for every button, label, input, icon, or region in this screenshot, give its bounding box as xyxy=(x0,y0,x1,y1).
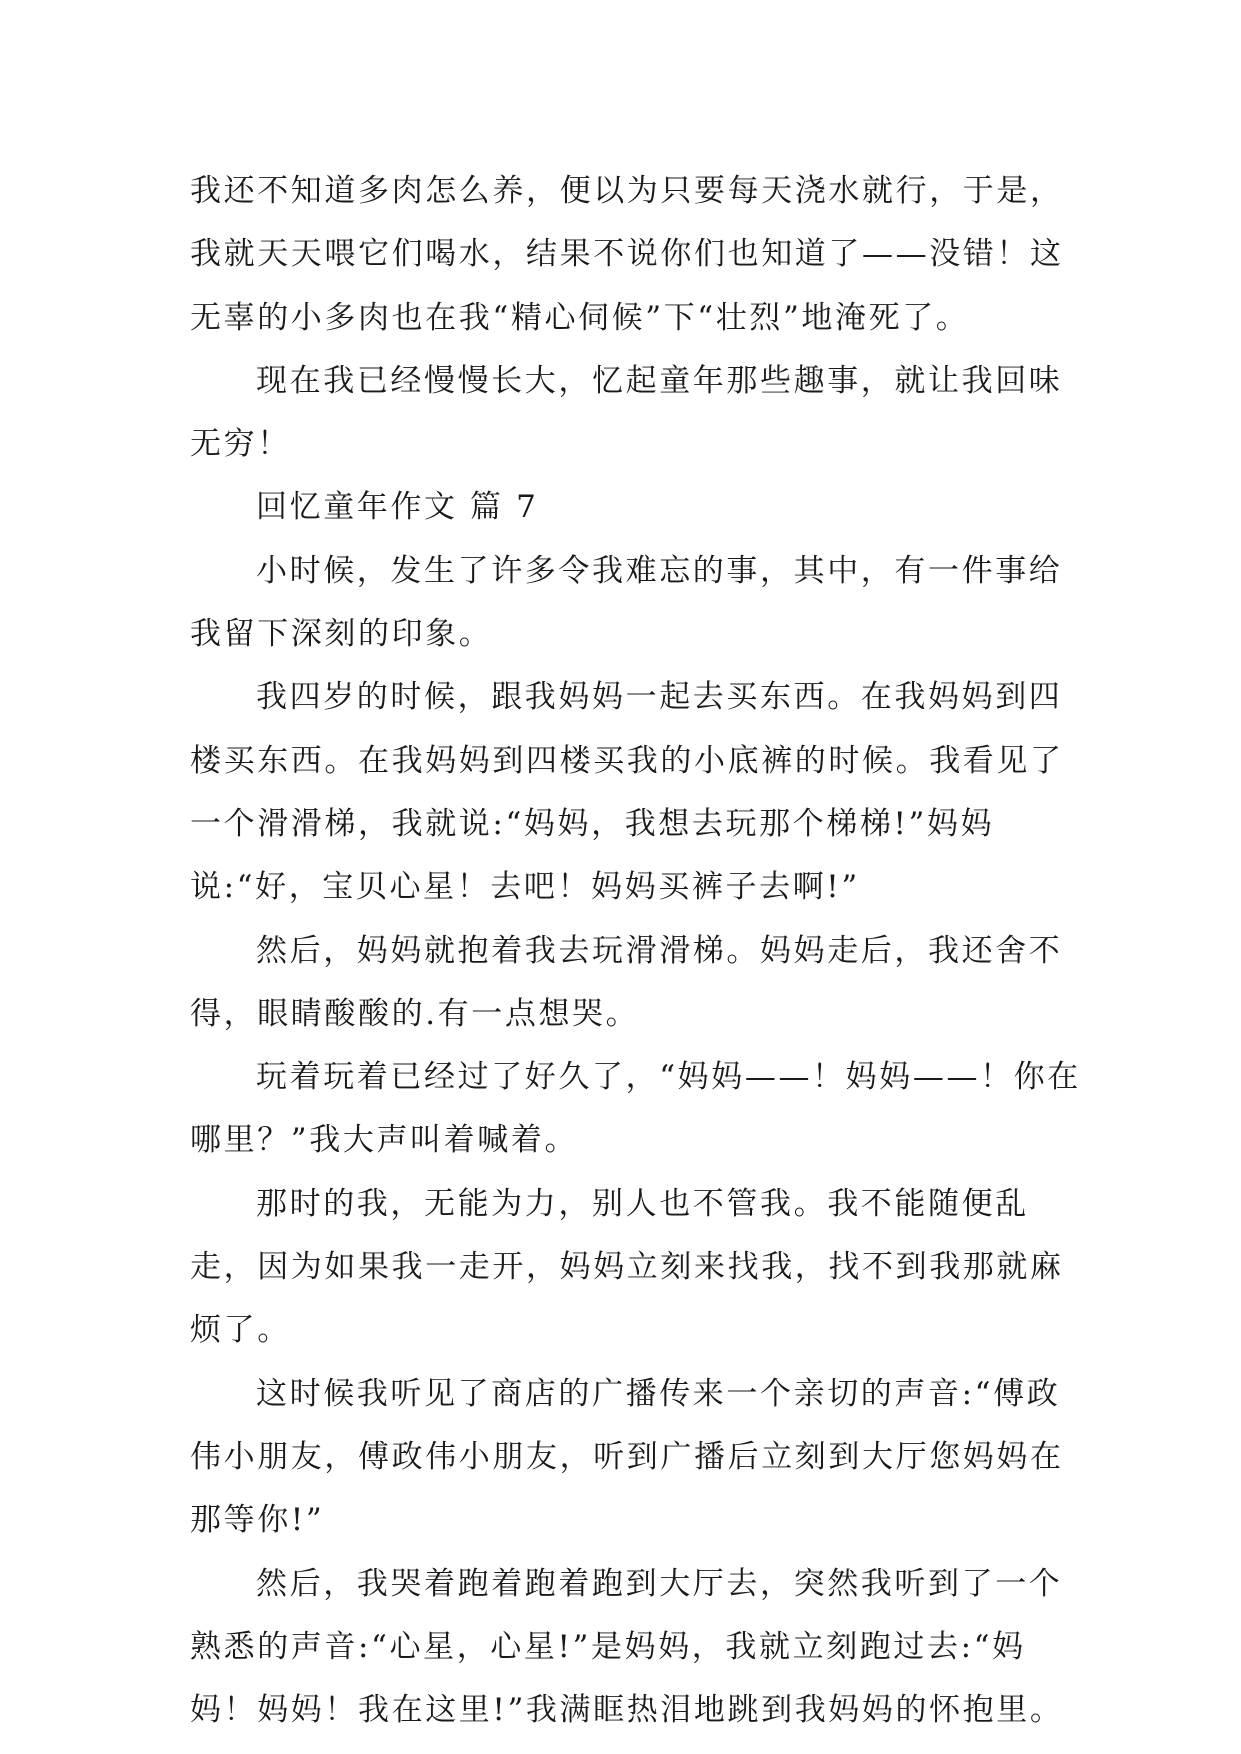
paragraph-8: 这时候我听见了商店的广播传来一个亲切的声音:“傅政伟小朋友，傅政伟小朋友，听到广播后立刻到大厅您妈妈在那等你!” xyxy=(190,1375,1064,1539)
paragraph-6: 玩着玩着已经过了好久了，“妈妈——！妈妈——！你在哪里？”我大声叫着喊着。 xyxy=(190,1059,1081,1159)
paragraph-2: 现在我已经慢慢长大，忆起童年那些趣事，就让我回味无穷！ xyxy=(190,362,1063,463)
document-body xyxy=(190,160,1090,1742)
paragraph-1: 我还不知道多肉怎么养，便以为只要每天浇水就行，于是，我就天天喂它们喝水，结果不说你们也知道了——没错！这无辜的小多肉也在我“精心伺候”下“壮烈”地淹死了。 xyxy=(190,173,1064,336)
paragraph-7: 那时的我，无能为力，别人也不管我。我不能随便乱走，因为如果我一走开，妈妈立刻来找我，找不到我那就麻烦了。 xyxy=(190,1185,1064,1349)
paragraph-3: 小时候，发生了许多令我难忘的事，其中，有一件事给我留下深刻的印象。 xyxy=(190,552,1063,653)
paragraph-5: 然后，妈妈就抱着我去玩滑滑梯。妈妈走后，我还舍不得，眼睛酸酸的.有一点想哭。 xyxy=(190,932,1063,1032)
paragraph-4: 我四岁的时候，跟我妈妈一起去买东西。在我妈妈到四楼买东西。在我妈妈到四楼买我的小底裤的时候。我看见了一个滑滑梯，我就说:“妈妈，我想去玩那个梯梯!”妈妈说:“好，宝贝心星！去吧！妈妈买裤子去啊!” xyxy=(190,679,1064,906)
essay-heading: 回忆童年作文 篇 7 xyxy=(256,489,539,526)
paragraph-9: 然后，我哭着跑着跑着跑到大厅去，突然我听到了一个熟悉的声音:“心星，心星!”是妈妈，我就立刻跑过去:“妈妈！妈妈！我在这里!”我满眶热泪地跳到我妈妈的怀抱里。 xyxy=(190,1565,1064,1729)
